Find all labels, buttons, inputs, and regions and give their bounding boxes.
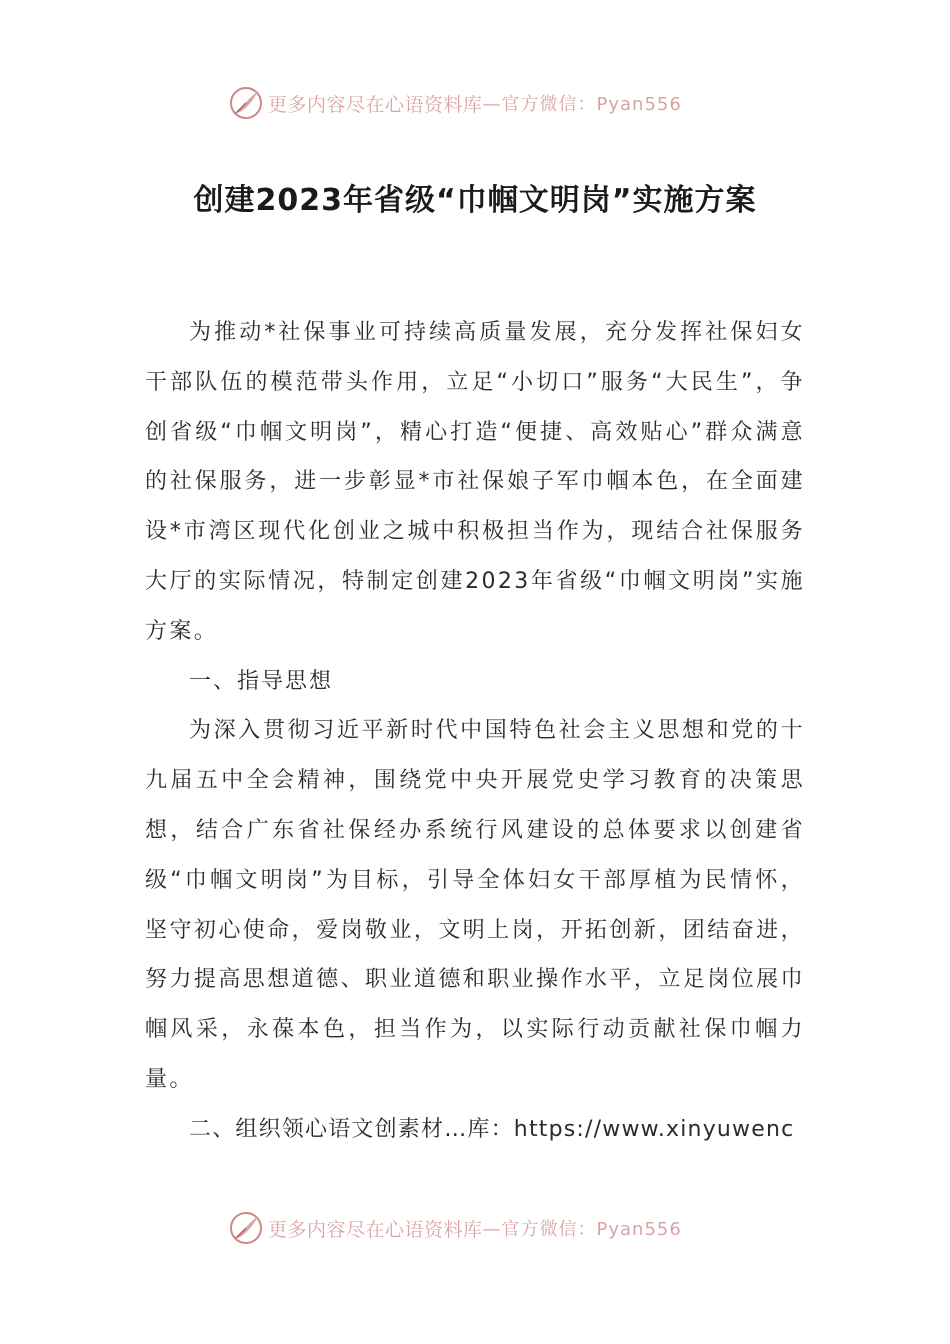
watermark-contact: —官方微信：Pyan556 — [482, 94, 682, 115]
guiding-ideology-paragraph: 为深入贯彻习近平新时代中国特色社会主义思想和党的十九届五中全会精神，围绕党中央开展党史学习教育的决策思想，结合广东省社保经办系统行风建设的总体要求以创建省级“巾帼文明岗”为目标，引导全体妇女干部厚植为民情怀，坚守初心使命，爱岗敬业，文明上岗，开拓创新，团结奋进，努力提高思想道德、职业道德和职业操作水平，立足岗位展巾帼风采，永葆本色，担当作为，以实际行动贡献社保巾帼力量。 — [145, 718, 805, 1092]
document-body — [145, 308, 805, 1155]
section-heading-organization: 二、组织领心语文创素材…库：https://www.xinyuwenc — [189, 1116, 795, 1142]
watermark-brand: 更多内容尽在心语资料库 — [268, 1218, 483, 1241]
section-heading-guiding-ideology: 一、指导思想 — [189, 668, 334, 694]
intro-paragraph: 为推动*社保事业可持续高质量发展，充分发挥社保妇女干部队伍的模范带头作用，立足“小切口”服务“大民生”，争创省级“巾帼文明岗”，精心打造“便捷、高效贴心”群众满意的社保服务，进一步彰显*市社保娘子军巾帼本色，在全面建设*市湾区现代化创业之城中积极担当作为，现结合社保服务大厅的实际情况，特制定创建2023年省级“巾帼文明岗”实施方案。 — [145, 320, 805, 644]
quill-logo-icon — [228, 85, 264, 121]
watermark-brand: 更多内容尽在心语资料库 — [268, 93, 483, 116]
watermark-footer — [228, 1208, 682, 1248]
document-title: 创建2023年省级“巾帼文明岗”实施方案 — [193, 183, 757, 218]
watermark-header — [228, 83, 682, 123]
watermark-contact: —官方微信：Pyan556 — [482, 1219, 682, 1240]
quill-logo-icon — [228, 1210, 264, 1246]
